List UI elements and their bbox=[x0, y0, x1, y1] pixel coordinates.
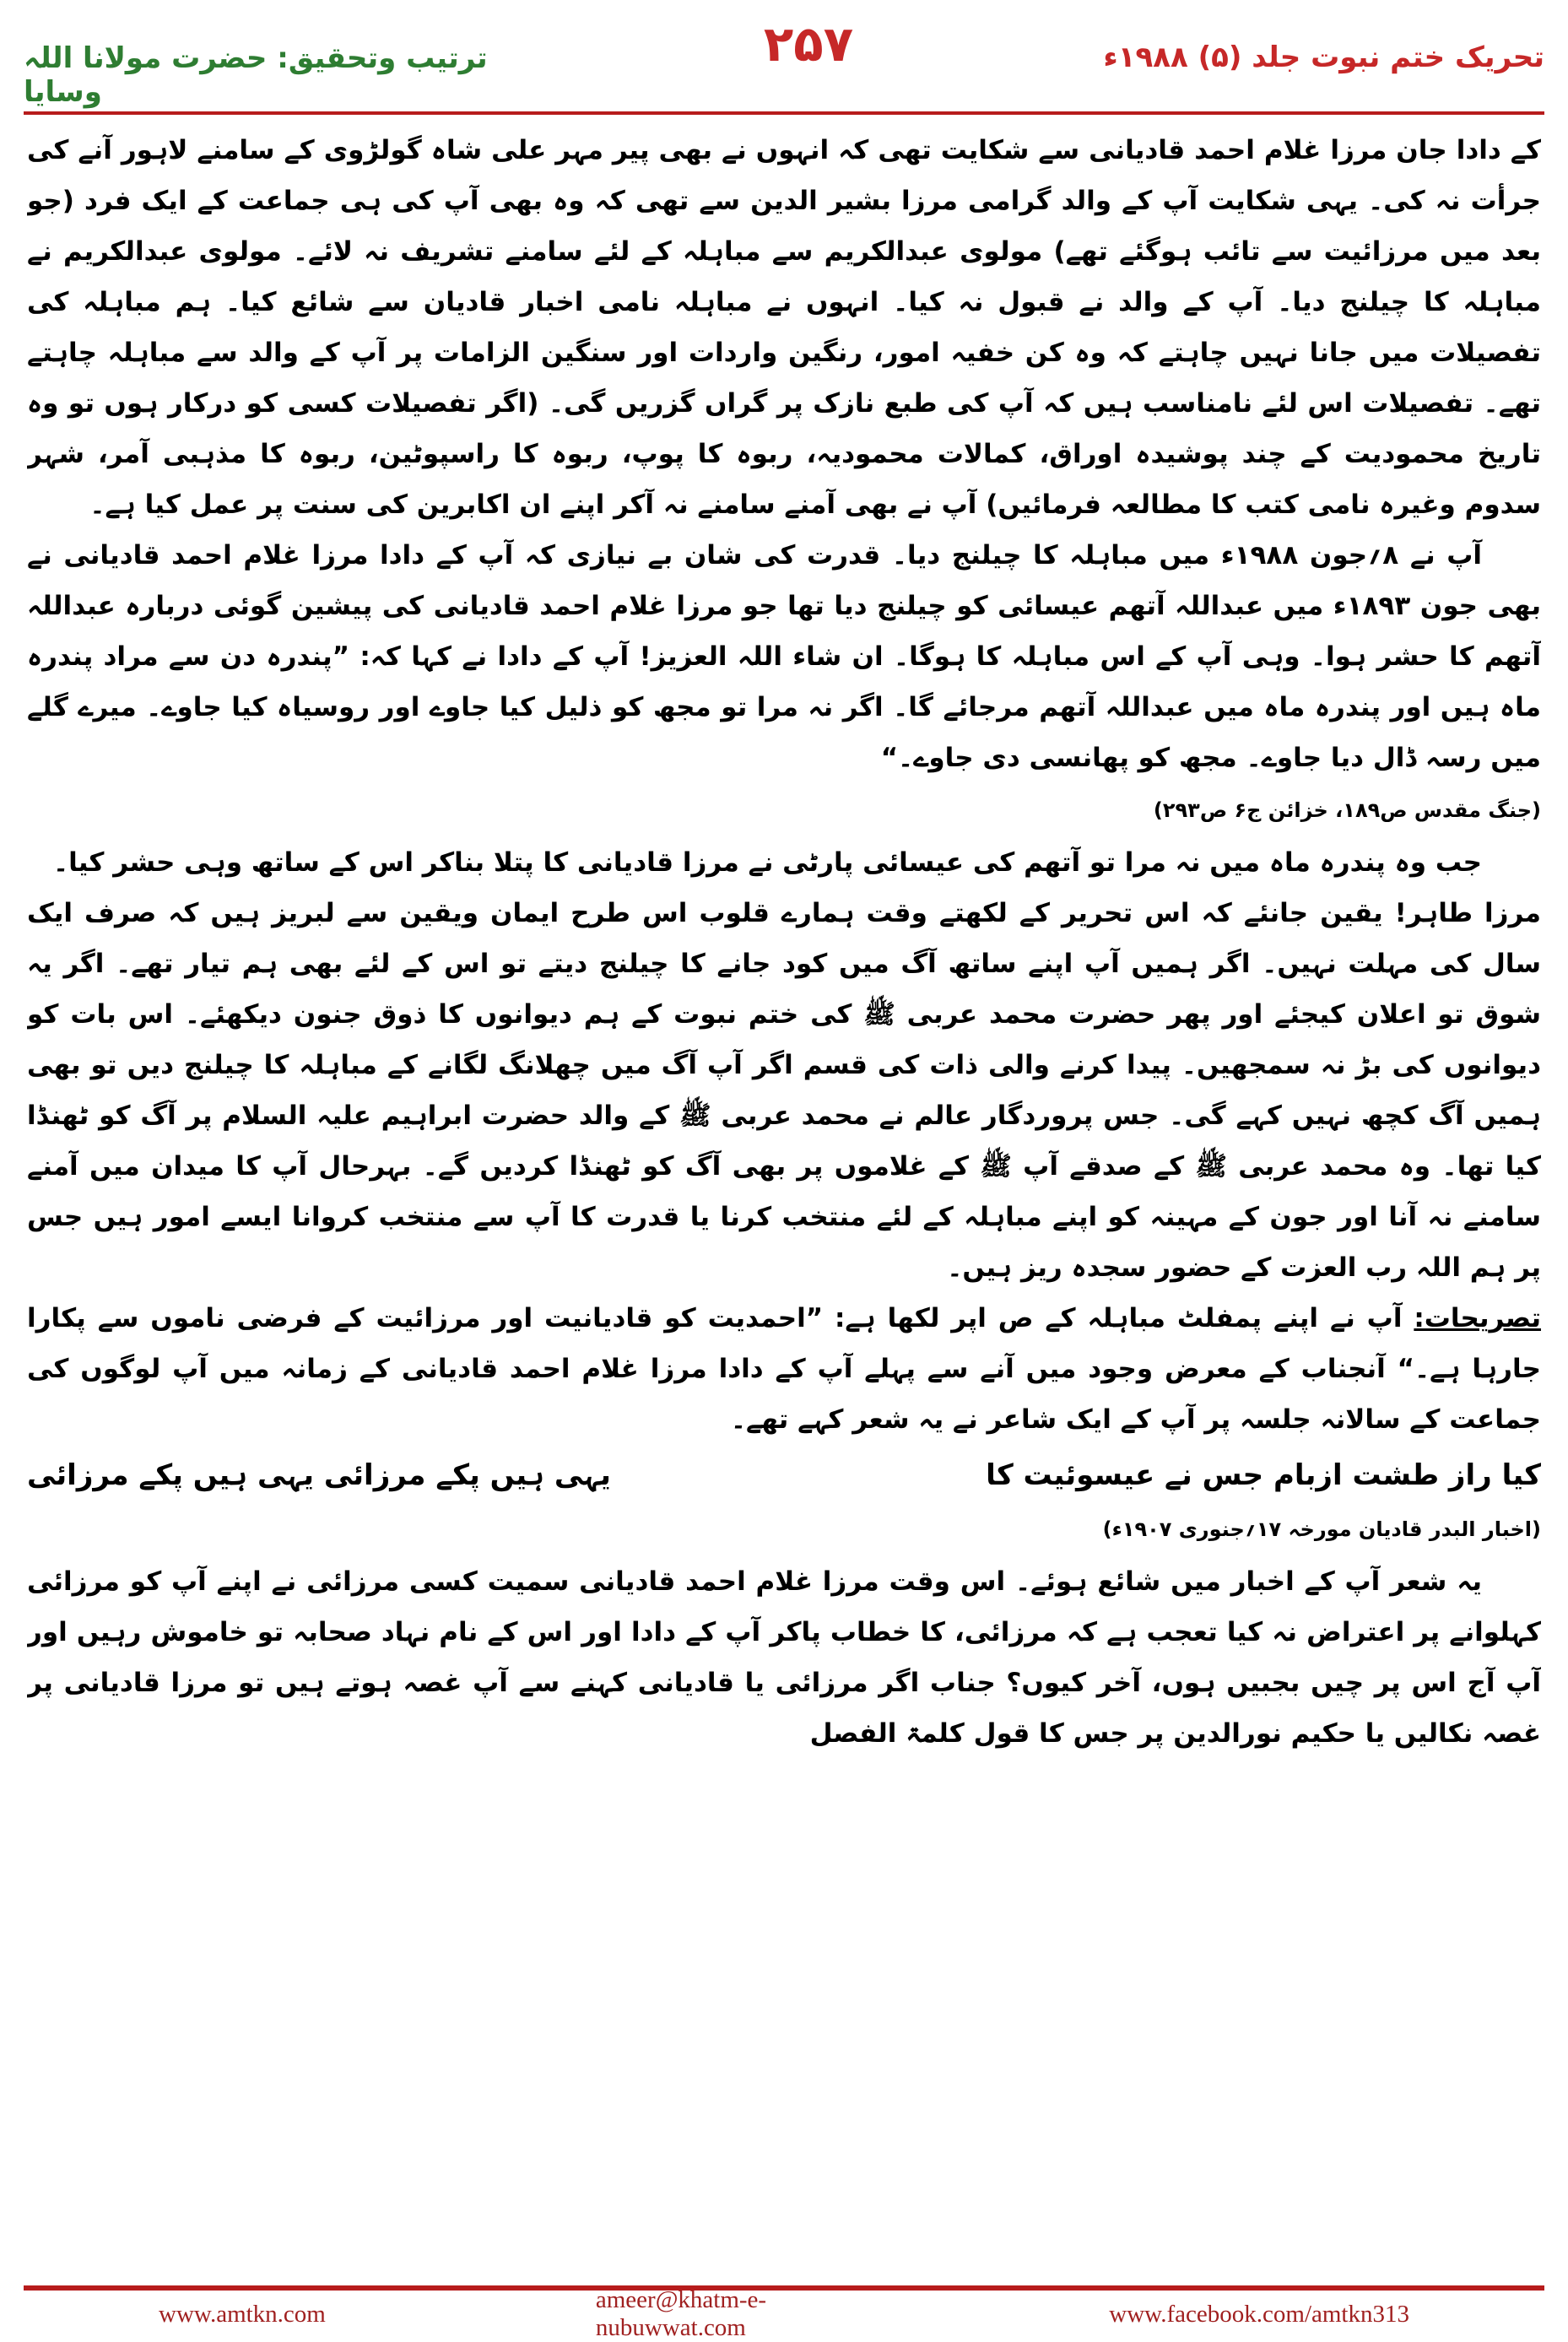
website-link[interactable]: www.amtkn.com bbox=[159, 2300, 326, 2328]
email-link[interactable]: ameer@khatm-e-nubuwwat.com bbox=[595, 2286, 767, 2341]
poetry-couplet bbox=[27, 1448, 1541, 1502]
reference-2: (اخبار البدر قادیان مورخہ ۱۷؍جنوری ۱۹۰۷ء) bbox=[1102, 1517, 1541, 1541]
paragraph-2: آپ نے ۸؍جون ۱۹۸۸ء میں مباہلہ کا چیلنج دیا۔ قدرت کی شان بے نیازی کہ آپ کے دادا مرزا غلام احمد قادیانی نے بھی جون ۱۸۹۳ء میں عبداللہ آتھم عیسائی کو چیلنج دیا تھا جو مرزا غلام احمد قادیانی کی پیشین گوئی دربارہ عبداللہ آتھم کا حشر ہوا۔ وہی آپ کے اس مباہلہ کا ہوگا۔ ان شاء اللہ العزیز! آپ کے دادا نے کہا کہ: ”پندرہ دن سے مراد پندرہ ماہ ہیں اور پندرہ ماہ میں عبداللہ آتھم مرجائے گا۔ اگر نہ مرا تو مجھ کو ذلیل کیا جاوے اور روسیاہ کیا جاوے۔ میرے گلے میں رسہ ڈال دیا جاوے۔ مجھ کو پھانسی دی جاوے۔“ bbox=[27, 540, 1541, 773]
paragraph-1: کے دادا جان مرزا غلام احمد قادیانی سے شکایت تھی کہ انہوں نے بھی پیر مہر علی شاہ گولڑوی کے سامنے لاہور آنے کی جرأت نہ کی۔ یہی شکایت آپ کے والد گرامی مرزا بشیر الدین سے تھی کہ وہ بھی آپ کی ہی جماعت کے ایک فرد (جو بعد میں مرزائیت سے تائب ہوگئے تھے) مولوی عبدالکریم سے مباہلہ کے لئے سامنے تشریف نہ لائے۔ مولوی عبدالکریم نے مباہلہ کا چیلنج دیا۔ آپ کے والد نے قبول نہ کیا۔ انہوں نے مباہلہ نامی اخبار قادیان سے شائع کیا۔ ہم مباہلہ کی تفصیلات میں جانا نہیں چاہتے کہ وہ کن خفیہ امور، رنگین واردات اور سنگین الزامات پر آپ کے والد سے مباہلہ چاہتے تھے۔ تفصیلات اس لئے نامناسب ہیں کہ آپ کی طبع نازک پر گراں گزریں گی۔ (اگر تفصیلات کسی کو درکار ہوں تو وہ تاریخ محمودیت کے چند پوشیدہ اوراق، کمالات محمودیہ، ربوہ کا پوپ، ربوہ کا راسپوٹین، ربوہ کا مذہبی آمر، شہر سدوم وغیرہ نامی کتب کا مطالعہ فرمائیں) آپ نے بھی آمنے سامنے نہ آکر اپنے ان اکابرین کی سنت پر عمل کیا ہے۔ bbox=[27, 135, 1541, 520]
clarifications-label: تصریحات: bbox=[1414, 1303, 1541, 1333]
book-title: تحریک ختم نبوت جلد (۵) ۱۹۸۸ء bbox=[1103, 41, 1544, 74]
header-divider bbox=[24, 111, 1544, 115]
facebook-link[interactable]: www.facebook.com/amtkn313 bbox=[1109, 2300, 1409, 2328]
reference-1: (جنگ مقدس ص۱۸۹، خزائن ج۶ ص۲۹۳) bbox=[1153, 798, 1541, 822]
compiler-credit: ترتیب وتحقیق: حضرت مولانا اللہ وسایا bbox=[24, 41, 488, 109]
paragraph-3: جب وہ پندرہ ماہ میں نہ مرا تو آتھم کی عیسائی پارٹی نے مرزا قادیانی کا پتلا بناکر اس کے ساتھ وہی حشر کیا۔ bbox=[52, 847, 1482, 878]
page-footer bbox=[24, 2286, 1544, 2341]
page-number: ۲۵۷ bbox=[763, 15, 854, 73]
verse-line-1: کیا راز طشت ازبام جس نے عیسوئیت کا bbox=[986, 1458, 1541, 1492]
paragraph-5-text: آپ نے اپنے پمفلٹ مباہلہ کے ص اپر لکھا ہے: ”احمدیت کو قادیانیت اور مرزائیت کے فرضی ناموں سے پکارا جارہا ہے۔“ آنجناب کے معرض وجود میں آنے سے پہلے آپ کے دادا مرزا غلام احمد قادیانی کے زمانہ میں آپ لوگوں کی جماعت کے سالانہ جلسہ پر آپ کے ایک شاعر نے یہ شعر کہے تھے۔ bbox=[27, 1303, 1541, 1435]
paragraph-4: مرزا طاہر! یقین جانئے کہ اس تحریر کے لکھتے وقت ہمارے قلوب اس طرح ایمان ویقین سے لبریز ہیں کہ صرف ایک سال کی مہلت نہیں۔ اگر ہمیں آپ اپنے ساتھ آگ میں کود جانے کا چیلنج دیتے تو اس کے لئے بھی ہم تیار تھے۔ اگر یہ شوق تو اعلان کیجئے اور پھر حضرت محمد عربی ﷺ کی ختم نبوت کے ہم دیوانوں کا ذوق جنون دیکھئے۔ اس بات کو دیوانوں کی بڑ نہ سمجھیں۔ پیدا کرنے والی ذات کی قسم اگر آپ آگ میں چھلانگ لگانے کے مباہلہ کا چیلنج دیں تو بھی ہمیں آگ کچھ نہیں کہے گی۔ جس پروردگار عالم نے محمد عربی ﷺ کے والد حضرت ابراہیم علیہ السلام پر آگ کو ٹھنڈا کیا تھا۔ وہ محمد عربی ﷺ کے صدقے آپ ﷺ کے غلاموں پر بھی آگ کو ٹھنڈا کردیں گے۔ بہرحال آپ کا میدان میں آمنے سامنے نہ آنا اور جون کے مہینہ کو اپنے مباہلہ کے لئے منتخب کرنا یا قدرت کا آپ سے منتخب کروانا ایسے امور ہیں جس پر ہم اللہ رب العزت کے حضور سجدہ ریز ہیں۔ bbox=[27, 898, 1541, 1283]
paragraph-5 bbox=[27, 1293, 1541, 1445]
paragraph-6: یہ شعر آپ کے اخبار میں شائع ہوئے۔ اس وقت مرزا غلام احمد قادیانی سمیت کسی مرزائی نے اپنے آپ کو مرزائی کہلوانے پر اعتراض نہ کیا تعجب ہے کہ مرزائی، کا خطاب پاکر آپ کے دادا اور اس کے نام نہاد صحابہ تو خاموش رہیں اور آپ آج اس پر چیں بجبیں ہوں، آخر کیوں؟ جناب اگر مرزائی یا قادیانی کہنے سے آپ غصہ ہوتے ہیں تو مرزا قادیانی پر غصہ نکالیں یا حکیم نورالدین پر جس کا قول کلمۃ الفصل bbox=[27, 1566, 1541, 1749]
article-body bbox=[27, 125, 1541, 2252]
verse-line-2: یہی ہیں پکے مرزائی یہی ہیں پکے مرزائی bbox=[27, 1458, 611, 1492]
page-header bbox=[24, 8, 1544, 110]
